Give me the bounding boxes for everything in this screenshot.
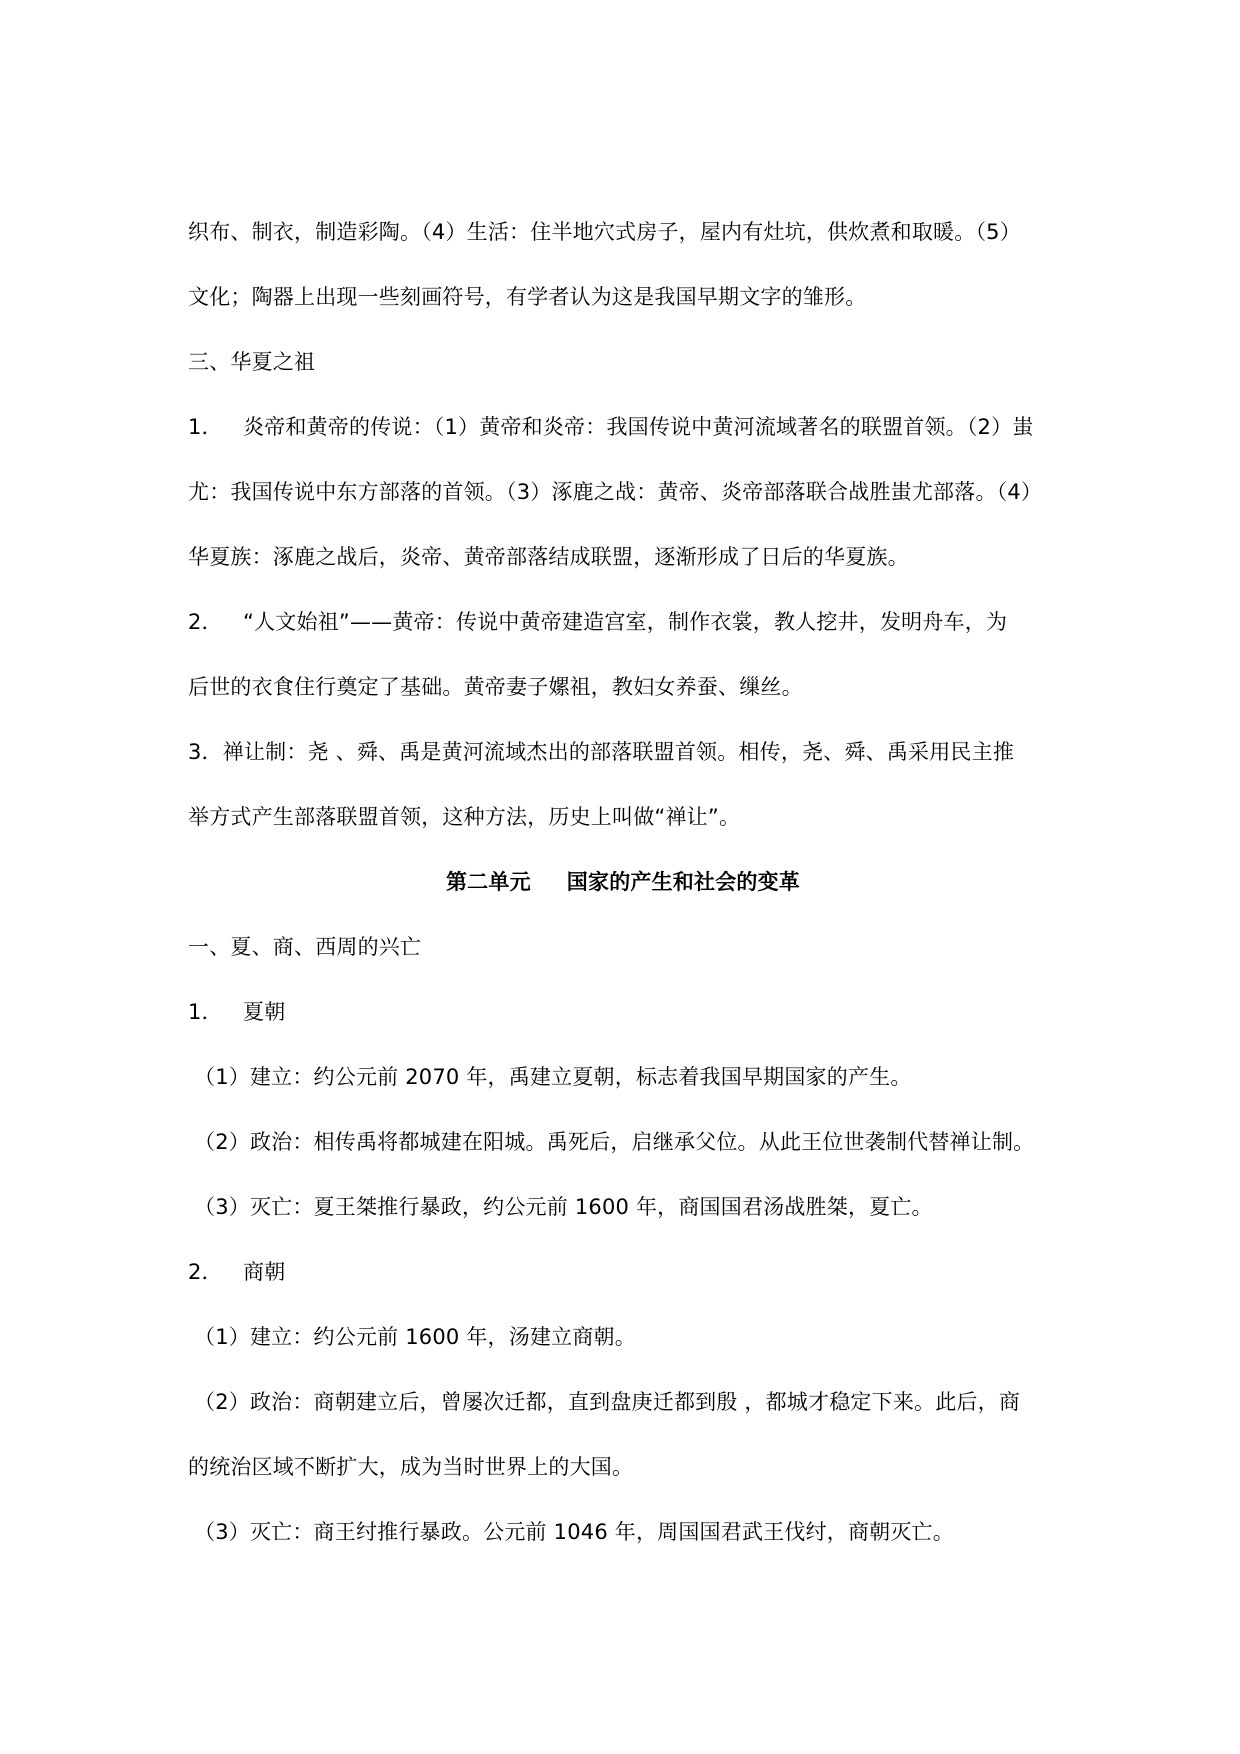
line-text: 夏朝 — [243, 1000, 286, 1024]
text-line — [188, 655, 1058, 720]
line-text: 尤：我国传说中东方部落的首领。（3）涿鹿之战：黄帝、炎帝部落联合战胜蚩尤部落。（4） — [188, 480, 1043, 504]
line-text: （2）政治：相传禹将都城建在阳城。禹死后，启继承父位。从此王位世袭制代替禅让制。 — [194, 1130, 1035, 1154]
numbered-item — [188, 395, 1058, 460]
line-text: （3）灭亡：夏王桀推行暴政，约公元前 1600 年，商国国君汤战胜桀，夏亡。 — [194, 1195, 933, 1219]
item-number: 2． — [188, 1260, 223, 1284]
unit-number: 第二单元 — [445, 870, 531, 894]
section-title: 三、华夏之祖 — [188, 350, 316, 374]
text-line — [188, 200, 1058, 265]
sub-item — [188, 1370, 1058, 1435]
item-number: 1． — [188, 1000, 223, 1024]
line-text: 华夏族：涿鹿之战后，炎帝、黄帝部落结成联盟，逐渐形成了日后的华夏族。 — [188, 545, 909, 569]
numbered-item — [188, 590, 1058, 655]
line-text: “人文始祖”——黄帝：传说中黄帝建造宫室，制作衣裳，教人挖井，发明舟车，为 — [243, 610, 1008, 634]
sub-item — [188, 1500, 1058, 1565]
numbered-item — [188, 1240, 1058, 1305]
line-text: 举方式产生部落联盟首领，这种方法，历史上叫做“禅让”。 — [188, 805, 741, 829]
line-text: 织布、制衣，制造彩陶。（4）生活：住半地穴式房子，屋内有灶坑，供炊煮和取暖。（5） — [188, 220, 1021, 244]
sub-item — [188, 1045, 1058, 1110]
text-line — [188, 460, 1058, 525]
section-heading — [188, 330, 1058, 395]
item-number: 1． — [188, 415, 223, 439]
sub-item — [188, 1175, 1058, 1240]
text-line — [188, 265, 1058, 330]
document-body — [188, 200, 1058, 1565]
line-text: 的统治区域不断扩大，成为当时世界上的大国。 — [188, 1455, 634, 1479]
line-text: 炎帝和黄帝的传说：（1）黄帝和炎帝：我国传说中黄河流域著名的联盟首领。（2）蚩 — [243, 415, 1034, 439]
line-text: （2）政治：商朝建立后，曾屡次迁都，直到盘庚迁都到殷 ，都城才稳定下来。此后，商 — [194, 1390, 1021, 1414]
sub-item — [188, 1305, 1058, 1370]
numbered-item — [188, 720, 1058, 785]
section-title: 一、夏、商、西周的兴亡 — [188, 935, 422, 959]
sub-item — [188, 1110, 1058, 1175]
text-line — [188, 525, 1058, 590]
text-line — [188, 1435, 1058, 1500]
unit-title: 国家的产生和社会的变革 — [566, 870, 800, 894]
line-text: 后世的衣食住行奠定了基础。黄帝妻子嫘祖，教妇女养蚕、缫丝。 — [188, 675, 803, 699]
line-text: 商朝 — [243, 1260, 286, 1284]
text-line — [188, 785, 1058, 850]
line-text: 3．禅让制：尧 、舜、禹是黄河流域杰出的部落联盟首领。相传，尧、舜、禹采用民主推 — [188, 740, 1015, 764]
item-number: 2． — [188, 610, 223, 634]
line-text: （3）灭亡：商王纣推行暴政。公元前 1046 年，周国国君武王伐纣，商朝灭亡。 — [194, 1520, 954, 1544]
line-text: （1）建立：约公元前 1600 年，汤建立商朝。 — [194, 1325, 636, 1349]
line-text: 文化；陶器上出现一些刻画符号，有学者认为这是我国早期文字的雏形。 — [188, 285, 867, 309]
line-text: （1）建立：约公元前 2070 年，禹建立夏朝，标志着我国早期国家的产生。 — [194, 1065, 912, 1089]
section-heading — [188, 915, 1058, 980]
unit-heading — [188, 850, 1058, 915]
numbered-item — [188, 980, 1058, 1045]
